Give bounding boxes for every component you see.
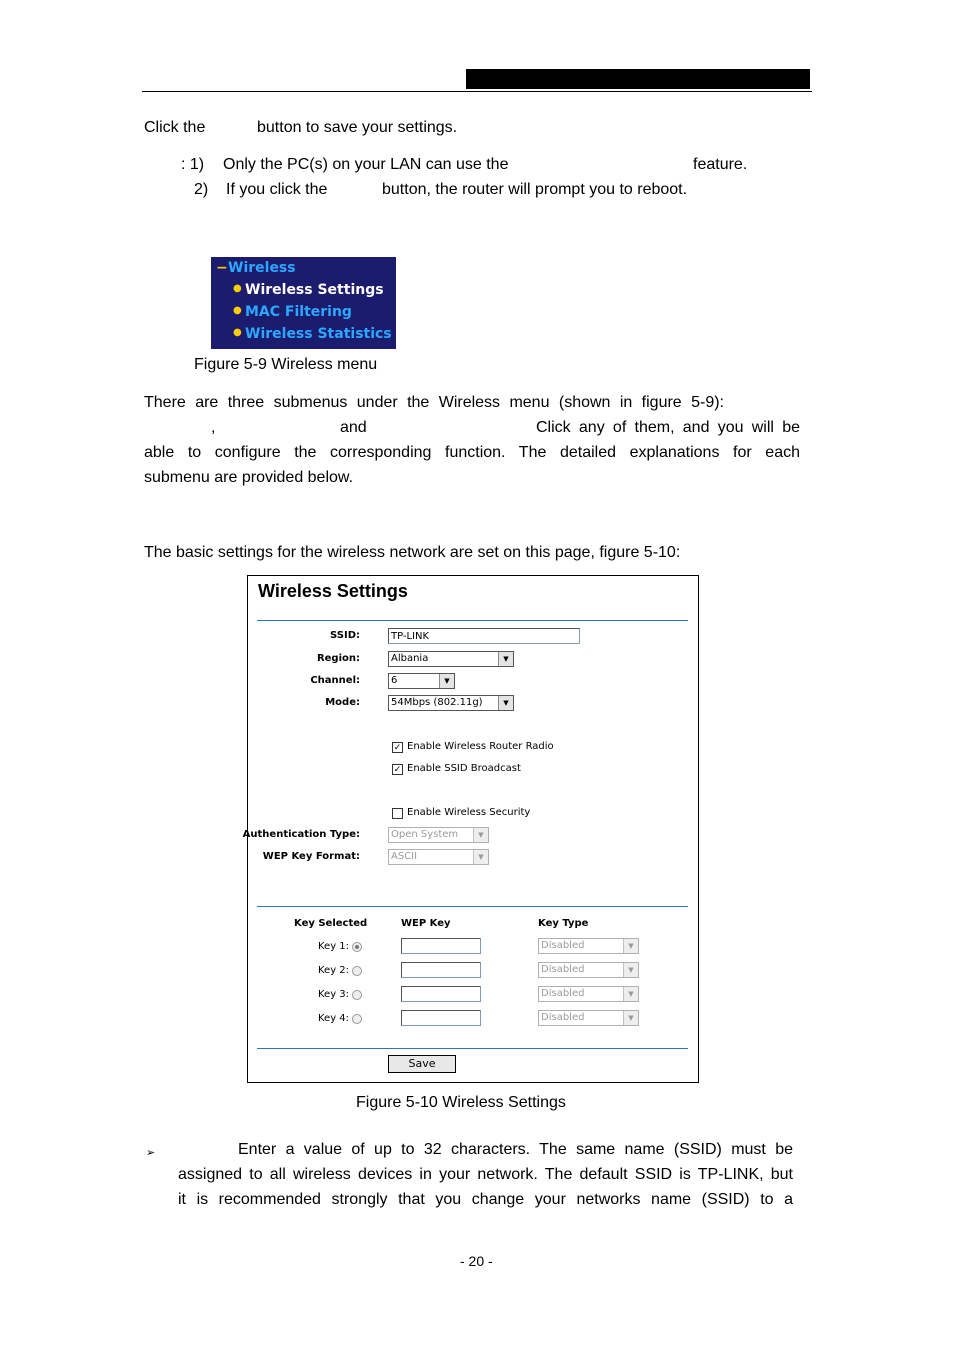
submenus-paragraph-line4: submenu are provided below. [144,469,354,486]
key1-type-value: Disabled [541,940,585,951]
ssid-input[interactable]: TP-LINK [388,628,580,644]
key3-input[interactable] [401,986,481,1002]
menu-item-wireless-settings[interactable]: Wireless Settings [245,282,384,298]
region-select[interactable] [388,651,514,667]
note2-text-b: button, the router will prompt you to reboot. [382,181,688,198]
auth-type-value: Open System [391,829,459,840]
enable-radio-label: Enable Wireless Router Radio [407,741,554,752]
key-row-label: Key 4: [318,1013,350,1024]
basic-settings-paragraph: The basic settings for the wireless network are set on this page, figure 5-10: [144,544,681,561]
key3-radio[interactable] [352,990,362,1000]
bullet-icon: ● [233,283,242,294]
ssid-paragraph-line2: assigned to all wireless devices in your network. The default SSID is TP-LINK, but [178,1166,793,1183]
enable-security-checkbox[interactable] [392,808,403,819]
channel-value: 6 [391,675,398,686]
note2-text-a: If you click the [226,181,328,198]
header-rule [142,91,812,92]
key-type-header: Key Type [538,918,589,929]
figure-5-9-caption: Figure 5-9 Wireless menu [194,356,378,373]
ssid-paragraph-line3: it is recommended strongly that you change your networks name (SSID) to a [178,1191,793,1208]
auth-type-select[interactable] [388,827,489,843]
dropdown-arrow-icon[interactable]: ▼ [623,963,638,977]
enable-radio-checkbox[interactable]: ✓ [393,742,402,752]
key4-type-select[interactable] [538,1010,639,1026]
wep-format-label: WEP Key Format: [262,851,360,862]
page-number: - 20 - [460,1253,493,1269]
key4-radio[interactable] [352,1014,362,1024]
key2-radio[interactable] [352,966,362,976]
menu-collapse-icon[interactable]: − [216,260,228,276]
channel-label: Channel: [310,675,360,686]
dropdown-arrow-icon[interactable]: ▼ [623,987,638,1001]
menu-item-mac-filtering[interactable]: MAC Filtering [245,304,352,320]
key-row-label: Key 3: [318,989,350,1000]
note1-text-a: Only the PC(s) on your LAN can use the [223,156,509,173]
bullet-icon: ● [233,327,242,338]
intro-line-a: Click the [144,119,206,136]
key-selected-header: Key Selected [294,918,368,929]
intro-line-b: button to save your settings. [257,119,458,136]
ssid-paragraph-line1: Enter a value of up to 32 characters. The same name (SSID) must be [238,1141,793,1158]
auth-type-label: Authentication Type: [242,829,360,840]
key4-input[interactable] [401,1010,481,1026]
dropdown-arrow-icon[interactable]: ▼ [623,939,638,953]
dropdown-arrow-icon[interactable]: ▼ [498,696,513,710]
key1-type-select[interactable] [538,938,639,954]
wep-format-select[interactable] [388,849,489,865]
submenus-and: and [340,419,367,436]
header-bar [466,69,810,89]
mode-label: Mode: [325,697,360,708]
note2-number: 2) [194,181,209,198]
key-row-label: Key 1: [318,941,350,952]
region-label: Region: [316,653,360,664]
key3-type-select[interactable] [538,986,639,1002]
enable-ssid-broadcast-label: Enable SSID Broadcast [407,763,521,774]
submenus-paragraph-line1: There are three submenus under the Wireless menu (shown in figure 5-9): [144,394,724,411]
bullet-icon: ● [233,305,242,316]
mode-select[interactable] [388,695,514,711]
key3-type-value: Disabled [541,988,585,999]
submenus-paragraph-line3: able to configure the corresponding function. The detailed explanations for each [144,444,800,461]
dropdown-arrow-icon[interactable]: ▼ [439,674,454,688]
divider-bottom [257,1048,688,1049]
wep-format-value: ASCII [391,851,418,862]
key2-type-value: Disabled [541,964,585,975]
dropdown-arrow-icon[interactable]: ▼ [473,850,488,864]
wireless-settings-title: Wireless Settings [258,581,408,601]
menu-item-wireless-statistics[interactable]: Wireless Statistics [245,326,392,342]
region-value: Albania [391,653,429,664]
enable-security-label: Enable Wireless Security [407,807,531,818]
save-button[interactable]: Save [388,1055,456,1073]
ssid-label: SSID: [330,630,360,641]
key4-type-value: Disabled [541,1012,585,1023]
mode-value: 54Mbps (802.11g) [391,697,483,708]
dropdown-arrow-icon[interactable]: ▼ [623,1011,638,1025]
figure-5-10-caption: Figure 5-10 Wireless Settings [356,1094,566,1111]
wireless-menu-figure [211,257,396,349]
divider-middle [257,906,688,907]
note1-text-b: feature. [693,156,748,173]
divider-top [257,620,688,621]
dropdown-arrow-icon[interactable]: ▼ [498,652,513,666]
wep-key-header: WEP Key [401,918,451,929]
key2-type-select[interactable] [538,962,639,978]
key2-input[interactable] [401,962,481,978]
key1-radio[interactable] [352,942,362,952]
arrow-bullet-icon: ➢ [146,1147,156,1159]
dropdown-arrow-icon[interactable]: ▼ [473,828,488,842]
submenus-comma: , [211,419,216,436]
note1-number: : 1) [181,156,205,173]
key1-input[interactable] [401,938,481,954]
channel-select[interactable] [388,673,455,689]
wireless-settings-figure [242,575,699,1083]
menu-item-wireless[interactable]: Wireless [228,260,296,276]
key-row-label: Key 2: [318,965,350,976]
enable-ssid-broadcast-checkbox[interactable]: ✓ [393,764,402,774]
submenus-paragraph-line2: Click any of them, and you will be [536,419,800,436]
